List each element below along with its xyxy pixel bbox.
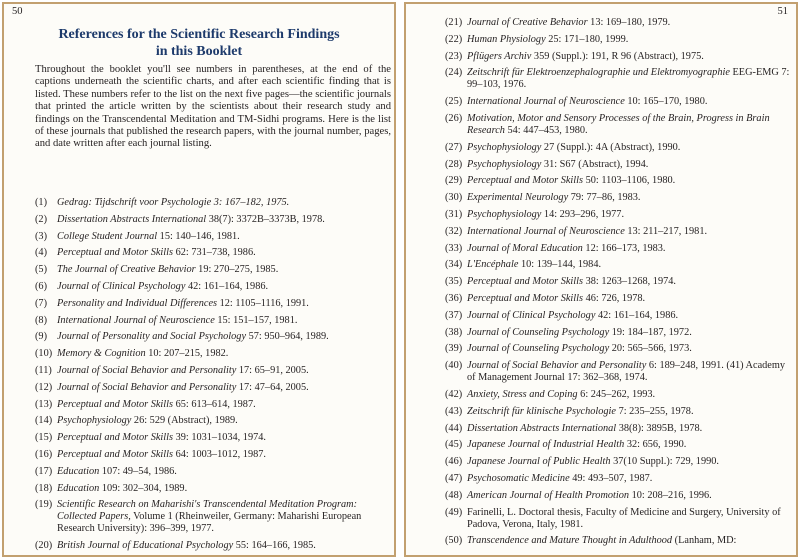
reference-item [35,540,391,552]
reference-number: (43) [445,405,463,417]
reference-item [35,399,391,411]
reference-number: (4) [35,247,48,259]
citation-details: 64: 1003–1012, 1987. [173,448,266,460]
journal-name: Journal of Clinical Psychology [57,280,186,292]
reference-number: (17) [35,465,53,477]
journal-name: Japanese Journal of Public Health [467,456,611,468]
reference-number: (18) [35,482,53,494]
journal-name: Japanese Journal of Industrial Health [467,439,625,451]
reference-item [35,315,391,327]
reference-item [35,247,391,259]
reference-number: (26) [445,112,463,124]
reference-number: (39) [445,343,463,355]
reference-item [35,197,391,209]
reference-number: (46) [445,456,463,468]
citation-details: 55: 164–166, 1985. [233,540,316,552]
reference-item [35,231,391,243]
citation-details: 19: 184–187, 1972. [609,326,692,338]
reference-number: (47) [445,472,463,484]
citation-details: 12: 1105–1116, 1991. [217,297,309,309]
journal-name: Perceptual and Motor Skills [57,448,174,460]
reference-number: (44) [445,422,463,434]
reference-text [57,399,391,411]
reference-text [57,415,391,427]
reference-text [57,298,391,310]
reference-item [35,348,391,360]
journal-name: Psychosomatic Medicine [467,472,570,484]
citation-details: 107: 49–54, 1986. [99,465,177,477]
reference-text [467,226,795,238]
reference-text [467,456,795,468]
reference-text [467,259,795,271]
citation-details: 39: 1031–1034, 1974. [173,432,266,444]
journal-name: Journal of Personality and Social Psychology [57,331,247,343]
citation-details: 37(10 Suppl.): 729, 1990. [610,456,719,468]
journal-name: Journal of Counseling Psychology [467,326,610,338]
reference-text [57,348,391,360]
reference-item [445,226,795,238]
journal-name: Psychophysiology [467,158,542,170]
reference-text [467,535,795,547]
reference-number: (40) [445,360,463,372]
reference-text [57,247,391,259]
reference-text [467,293,795,305]
reference-item [35,415,391,427]
reference-number: (35) [445,276,463,288]
reference-item [445,535,795,547]
page-title-line-2: in this Booklet [155,44,243,59]
reference-text [467,507,795,531]
reference-text [467,243,795,255]
reference-text [57,331,391,343]
journal-name: Anxiety, Stress and Coping [467,388,578,400]
citation-details: 62: 731–738, 1986. [173,247,256,259]
reference-text [57,214,391,226]
reference-text [467,159,795,171]
citation-details: 17: 47–64, 2005. [236,381,309,393]
reference-item [35,264,391,276]
reference-number: (21) [445,17,463,28]
journal-name: Dissertation Abstracts International [467,422,617,434]
reference-item [445,473,795,485]
journal-name: Zeitschrift für klinische Psychologie [467,405,616,417]
reference-text [467,142,795,154]
citation-details: 10: 208–216, 1996. [629,489,712,501]
citation-details: 10: 139–144, 1984. [518,259,602,271]
reference-number: (19) [35,499,53,511]
citation-details: 26: 529 (Abstract), 1989. [131,415,238,427]
right-page [404,2,798,557]
reference-item [445,159,795,171]
reference-number: (25) [445,96,463,108]
citation-details: 31: S67 (Abstract), 1994. [541,158,649,170]
reference-item [35,298,391,310]
reference-text [467,34,795,46]
reference-text [467,51,795,63]
page-title-line-1: References for the Scientific Research Findings [58,27,340,42]
reference-list [35,197,391,557]
reference-text [57,382,391,394]
reference-item [445,175,795,187]
journal-name: International Journal of Neuroscience [467,96,625,108]
reference-number: (27) [445,141,463,153]
citation-details: 42: 161–164, 1986. [595,309,679,321]
reference-text [57,432,391,444]
citation-details: 6: 245–262, 1993. [577,388,656,400]
reference-text [467,327,795,339]
reference-text [467,67,795,91]
journal-name: College Student Journal [57,230,158,242]
citation-details: EEG-EMG 7: 99–103, 1976. [467,67,790,91]
reference-text [467,192,795,204]
reference-text [467,310,795,322]
reference-text [467,175,795,187]
citation-details: 12: 166–173, 1983. [582,242,666,254]
reference-number: (13) [35,398,53,410]
reference-number: (45) [445,439,463,451]
citation-details: 38(7): 3372B–3373B, 1978. [206,213,325,225]
citation-details: 17: 65–91, 2005. [236,364,309,376]
reference-item [445,327,795,339]
reference-text [57,449,391,461]
reference-item [445,490,795,502]
reference-item [35,331,391,343]
reference-number: (8) [35,314,48,326]
reference-number: (15) [35,432,53,444]
reference-text [57,499,391,535]
citation-details: 25: 171–180, 1999. [545,33,629,45]
citation-details: Farinelli, L. Doctoral thesis, Faculty of Medicine and Surgery, University of Padova, Verona, Italy, 1981. [467,506,781,530]
journal-name: Psychophysiology [467,141,542,153]
journal-name: Perceptual and Motor Skills [57,247,174,259]
journal-name: Psychophysiology [467,208,542,220]
reference-item [35,483,391,495]
citation-details: 15: 140–146, 1981. [157,230,240,242]
journal-name: L'Encéphale [467,259,519,271]
reference-number: (5) [35,264,48,276]
reference-text [57,365,391,377]
journal-name: Perceptual and Motor Skills [467,175,584,187]
journal-name: Zeitschrift für Elektroenzephalographie und Elektromyographie [467,67,730,79]
reference-number: (32) [445,225,463,237]
reference-item [445,192,795,204]
journal-name: Education [57,465,100,477]
reference-number: (3) [35,230,48,242]
reference-text [467,276,795,288]
citation-details: 10: 165–170, 1980. [624,96,708,108]
journal-name: Perceptual and Motor Skills [467,292,584,304]
reference-item [35,449,391,461]
reference-item [445,51,795,63]
citation-details: 79: 77–86, 1983. [568,192,641,204]
citation-details: 15: 151–157, 1981. [214,314,298,326]
reference-item [35,281,391,293]
journal-name: Perceptual and Motor Skills [57,398,174,410]
reference-item [445,34,795,46]
reference-number: (31) [445,208,463,220]
reference-item [445,343,795,355]
citation-details: 32: 656, 1990. [624,439,687,451]
citation-details: 65: 613–614, 1987. [173,398,256,410]
reference-number: (50) [445,535,463,547]
reference-text [467,96,795,108]
reference-item [445,360,795,384]
citation-details: 38(8): 3895B, 1978. [616,422,703,434]
page-number: 51 [777,6,788,17]
reference-item [445,439,795,451]
reference-text [467,406,795,418]
reference-text [467,473,795,485]
reference-item [445,389,795,401]
reference-number: (48) [445,489,463,501]
reference-item [35,382,391,394]
reference-item [445,96,795,108]
journal-name: Journal of Social Behavior and Personality [57,381,237,393]
journal-name: Perceptual and Motor Skills [57,432,174,444]
reference-number: (24) [445,67,463,79]
reference-number: (20) [35,540,53,552]
reference-number: (37) [445,309,463,321]
reference-number: (10) [35,348,53,360]
reference-text [57,264,391,276]
citation-details: (Lanham, MD: [672,535,737,547]
reference-number: (2) [35,213,48,225]
reference-text [467,209,795,221]
citation-details: 10: 207–215, 1982. [145,348,229,360]
reference-text [57,466,391,478]
reference-number: (7) [35,297,48,309]
journal-name: Education [57,482,100,494]
journal-name: Journal of Moral Education [467,242,583,254]
journal-name: International Journal of Neuroscience [467,225,625,237]
reference-item [445,113,795,137]
reference-text [467,343,795,355]
reference-number: (29) [445,175,463,187]
journal-name: Scientific Research on Maharishi's Transcendental Meditation Program: Collected Papers, [57,499,358,523]
journal-name: Perceptual and Motor Skills [467,276,584,288]
reference-text [467,389,795,401]
journal-name: Journal of Clinical Psychology [467,309,596,321]
reference-text [467,360,795,384]
reference-number: (42) [445,388,463,400]
reference-number: (38) [445,326,463,338]
journal-name: Journal of Creative Behavior [467,17,588,28]
reference-item [445,423,795,435]
journal-name: Journal of Social Behavior and Personality [467,360,647,372]
journal-name: International Journal of Neuroscience [57,314,215,326]
citation-details: 46: 726, 1978. [583,292,646,304]
reference-item [445,259,795,271]
citation-details: 54: 447–453, 1980. [504,124,588,136]
reference-number: (49) [445,506,463,518]
reference-item [35,432,391,444]
journal-name: British Journal of Educational Psychology [57,540,234,552]
citation-details: 38: 1263–1268, 1974. [583,276,676,288]
page-number: 50 [12,6,23,17]
reference-item [445,293,795,305]
citation-details: 27 (Suppl.): 4A (Abstract), 1990. [541,141,681,153]
citation-details: 6: 189–248, 1991. (41) Academy of Management Journal 17: 362–368, 1974. [467,360,786,384]
reference-number: (36) [445,292,463,304]
reference-number: (11) [35,364,52,376]
reference-item [445,507,795,531]
journal-name: Gedrag: Tijdschrift voor Psychologie 3: 167–182, 1975. [57,197,290,208]
reference-text [467,113,795,137]
reference-number: (28) [445,158,463,170]
reference-number: (23) [445,50,463,62]
left-page [2,2,396,557]
reference-item [35,365,391,377]
reference-text [57,197,391,209]
reference-text [57,231,391,243]
reference-number: (14) [35,415,53,427]
citation-details: 49: 493–507, 1987. [569,472,653,484]
reference-number: (12) [35,381,53,393]
reference-text [57,315,391,327]
reference-number: (34) [445,259,463,271]
journal-name: Personality and Individual Differences [57,297,218,309]
reference-number: (33) [445,242,463,254]
journal-name: Psychophysiology [57,415,132,427]
citation-details: 42: 161–164, 1986. [185,280,269,292]
reference-item [445,142,795,154]
journal-name: American Journal of Health Promotion [467,489,630,501]
citation-details: Volume 1 (Rheinweiler, Germany: Maharishi European Research University): 396–399, 1977. [57,511,362,535]
citation-details: 57: 950–964, 1989. [246,331,329,343]
citation-details: 14: 293–296, 1977. [541,208,625,220]
reference-item [445,209,795,221]
reference-text [467,490,795,502]
reference-item [35,214,391,226]
reference-number: (6) [35,280,48,292]
reference-text [57,540,391,552]
citation-details: 20: 565–566, 1973. [609,343,692,355]
citation-details: 50: 1103–1106, 1980. [583,175,676,187]
citation-details: 7: 235–255, 1978. [616,405,694,417]
journal-name: Transcendence and Mature Thought in Adulthood [467,535,673,547]
reference-text [57,281,391,293]
reference-text [467,439,795,451]
reference-item [445,310,795,322]
reference-item [445,456,795,468]
reference-list [445,17,795,552]
citation-details: 13: 211–217, 1981. [624,225,708,237]
journal-name: Journal of Social Behavior and Personality [57,364,237,376]
reference-item [445,406,795,418]
journal-name: Experimental Neurology [467,192,569,204]
intro-paragraph: Throughout the booklet you'll see numbers in parentheses, at the end of the captions underneath the scientific charts, and after each scientific finding that is listed. These numbers refer to the list on the next five pages—the scientific journals that printed the article written by the scientists about their research study and findings on the Transcendental Meditation and TM-Sidhi programs. Here is the list of these journals that published the research papers, with the journal number, pages, and date written after each journal listing. [35,64,391,150]
page-title [4,26,394,60]
reference-text [57,483,391,495]
journal-name: Human Physiology [467,33,546,45]
citation-details: 13: 169–180, 1979. [587,17,671,28]
reference-number: (16) [35,448,53,460]
journal-name: Dissertation Abstracts International [57,213,207,225]
reference-item [445,17,795,29]
reference-item [445,243,795,255]
reference-item [445,67,795,91]
reference-number: (30) [445,192,463,204]
journal-name: Motivation, Motor and Sensory Processes of the Brain, Progress in Brain Research [467,112,770,136]
reference-number: (1) [35,197,48,208]
reference-item [35,466,391,478]
citation-details: 19: 270–275, 1985. [195,264,279,276]
reference-number: (22) [445,33,463,45]
reference-item [35,499,391,535]
reference-item [445,276,795,288]
journal-name: Pflügers Archiv [467,50,532,62]
journal-name: Memory & Cognition [57,348,146,360]
citation-details: 359 (Suppl.): 191, R 96 (Abstract), 1975. [531,50,704,62]
reference-text [467,423,795,435]
reference-number: (9) [35,331,48,343]
citation-details: 109: 302–304, 1989. [99,482,188,494]
journal-name: Journal of Counseling Psychology [467,343,610,355]
reference-text [467,17,795,29]
journal-name: The Journal of Creative Behavior [57,264,196,276]
